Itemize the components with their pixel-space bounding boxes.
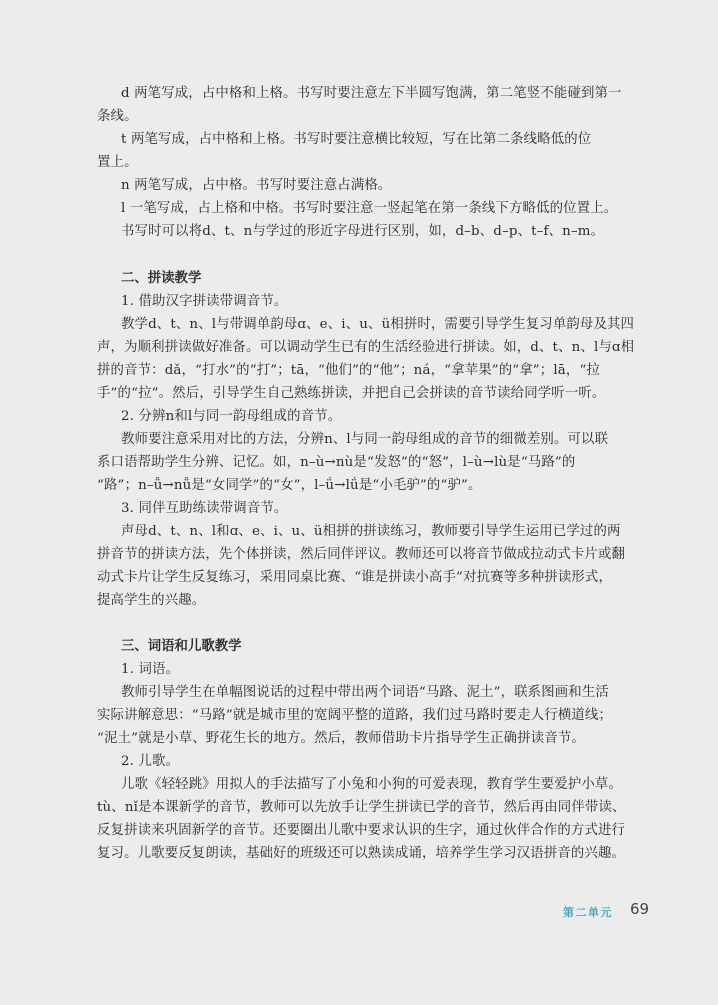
section2-line: 2. 分辨n和l与同一韵母组成的音节。 (121, 409, 342, 424)
paragraph-d-writing-cont: 条线。 (97, 109, 138, 124)
section3-line: 1. 词语。 (121, 662, 180, 677)
section2-line: 教师要注意采用对比的方法，分辨n、l与同一韵母组成的音节的细微差别。可以联 (121, 432, 609, 447)
section2-line: 声母d、t、n、l和ɑ、e、i、u、ü相拼的拼读练习，教师要引导学生运用已学过的两 (121, 524, 621, 539)
section3-line: tù、nǐ是本课新学的音节，教师可以先放手让学生拼读已学的音节，然后再由同伴带读、 (97, 800, 626, 815)
paragraph-t-writing-cont: 置上。 (97, 155, 138, 170)
section2-line: 1. 借助汉字拼读带调音节。 (121, 294, 288, 309)
section3-line: 儿歌《轻轻跳》用拟人的手法描写了小兔和小狗的可爱表现，教育学生要爱护小草。 (121, 777, 623, 792)
paragraph-letter-comparison: 书写时可以将d、t、n与学过的形近字母进行区别，如，d–b、d–p、t–f、n–m。 (121, 224, 605, 239)
section2-line: 手”的“拉”。然后，引导学生自己熟练拼读，并把自己会拼读的音节读给同学听一听。 (97, 386, 606, 401)
paragraph-n-writing: n 两笔写成，占中格。书写时要注意占满格。 (121, 178, 392, 193)
paragraph-t-writing: t 两笔写成，占中格和上格。书写时要注意横比较短，写在比第二条线略低的位 (121, 132, 592, 147)
section2-line: 拼的音节：dǎ，“打水”的“打”；tā，“他们”的“他”；ná，“拿苹果”的“拿”；lā，“拉 (97, 363, 600, 378)
section2-line: 系口语帮助学生分辨、记忆。如，n–ù→nù是“发怒”的“怒”，l–ù→lù是“马路”的 (97, 455, 576, 470)
section2-line: 动式卡片让学生反复练习，采用同桌比赛、“谁是拼读小高手”对抗赛等多种拼读形式， (97, 570, 612, 585)
section2-line: 拼音节的拼读方法，先个体拼读，然后同伴评议。教师还可以将音节做成拉动式卡片或翻 (97, 547, 626, 562)
section2-line: 声，为顺利拼读做好准备。可以调动学生已有的生活经验进行拼读。如，d、t、n、l与ɑ相 (97, 340, 635, 355)
section3-line: 反复拼读来巩固新学的音节。还要圈出儿歌中要求认识的生字，通过伙伴合作的方式进行 (97, 823, 626, 838)
page-number: 69 (630, 900, 650, 918)
section3-line: 复习。儿歌要反复朗读，基础好的班级还可以熟读成诵，培养学生学习汉语拼音的兴趣。 (97, 846, 626, 861)
unit-label: 第二单元 (563, 906, 613, 919)
section3-line: 2. 儿歌。 (121, 754, 180, 769)
section3-line: 教师引导学生在单幅图说话的过程中带出两个词语“马路、泥土”，联系图画和生活 (121, 685, 609, 700)
section2-line: 提高学生的兴趣。 (97, 593, 206, 608)
section2-line: 3. 同伴互助练读带调音节。 (121, 501, 288, 516)
section2-line: 教学d、t、n、l与带调单韵母ɑ、e、i、u、ü相拼时，需要引导学生复习单韵母及其四 (121, 317, 635, 332)
section-heading-words-rhymes: 三、词语和儿歌教学 (121, 639, 242, 654)
section2-line: “路”；n–ǚ→nǚ是“女同学”的“女”，l–ǘ→lǘ是“小毛驴”的“驴”。 (97, 478, 482, 493)
paragraph-l-writing: l 一笔写成，占上格和中格。书写时要注意一竖起笔在第一条线下方略低的位置上。 (121, 201, 618, 216)
paragraph-d-writing: d 两笔写成，占中格和上格。书写时要注意左下半圆写饱满，第二笔竖不能碰到第一 (121, 86, 622, 101)
section-heading-pinyin-reading: 二、拼读教学 (121, 271, 202, 286)
section3-line: “泥土”就是小草、野花生长的地方。然后，教师借助卡片指导学生正确拼读音节。 (97, 731, 585, 746)
section3-line: 实际讲解意思：“马路”就是城市里的宽阔平整的道路，我们过马路时要走人行横道线； (97, 708, 612, 723)
